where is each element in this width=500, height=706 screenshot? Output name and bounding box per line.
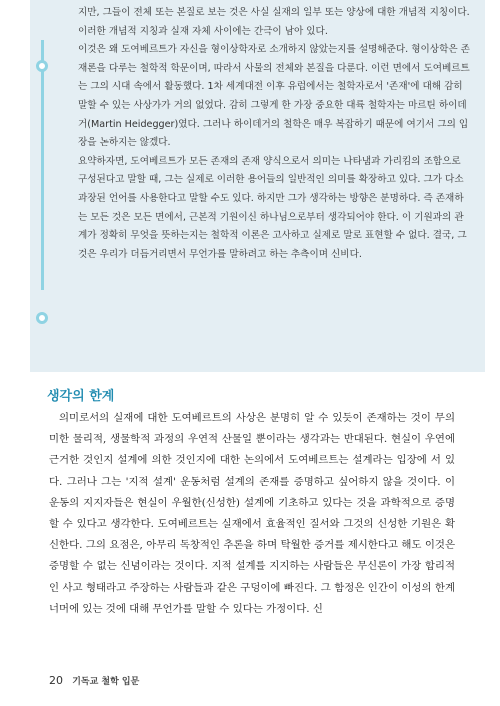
- callout-paragraph-1: 지만, 그들이 전체 또는 본질로 보는 것은 사실 실재의 일부 또는 양상에 대한 개념적 지칭이다. 이러한 개념적 지칭과 실재 자체 사이에는 간극이 남아 있다.: [78, 7, 470, 37]
- callout-rail-line: [41, 40, 44, 290]
- callout-bottom-circle-icon: [36, 312, 48, 324]
- callout-text: [78, 4, 470, 264]
- book-title: 기독교 철학 입문: [72, 677, 140, 687]
- section-title: 생각의 한계: [47, 389, 115, 404]
- callout-paragraph-2: 이것은 왜 도여베르트가 자신을 형이상학자로 소개하지 않았는지를 설명해준다. 형이상학은 존재론을 다루는 철학적 학문이며, 따라서 사물의 전체와 본질을 다룬다. 이런 면에서 도여베르트는 그의 시대 속에서 활동했다. 1차 세계대전 이후 유럽에서는 철학자로서 '존재'에 대해 감히 말할 수 있는 사상가가 거의 없었다. 감히 그렇게 한 가장 중요한 대륙 철학자는 마르틴 하이데거(Martin Heidegger)였다. 그러나 하이데거의 철학은 매우 복잡하기 때문에 여기서 그의 입장을 논하지는 않겠다.: [78, 44, 470, 149]
- callout-top-circle-icon: [36, 60, 48, 72]
- page-footer: [49, 674, 139, 687]
- callout-paragraph-3: 요약하자면, 도여베르트가 모든 존재의 존재 양식으로서 의미는 나타냄과 가리킴의 조합으로 구성된다고 말할 때, 그는 실제로 이러한 용어들의 일반적인 의미를 확장하고 있다. 그가 다소 과장된 언어를 사용한다고 말할 수도 있다. 하지만 그가 생각하는 방향은 분명하다. 즉 존재하는 모든 것은 모든 면에서, 근본적 기원이신 하나님으로부터 생각되어야 한다. 이 기원과의 관계가 정확히 무엇을 뜻하는지는 철학적 이론은 고사하고 실제로 말로 표현할 수 없다. 결국, 그것은 우리가 더듬거리면서 무언가를 말하려고 하는 추측이며 신비다.: [78, 155, 467, 260]
- section-body: [49, 408, 455, 620]
- section-paragraph-1: 의미로서의 실재에 대한 도여베르트의 사상은 분명히 알 수 있듯이 존재하는 것이 무의미한 물리적, 생물학적 과정의 우연적 산물일 뿐이라는 생각과는 반대된다. 현실이 우연에 근거한 것인지 설계에 의한 것인지에 대한 논의에서 도여베르트는 설계라는 입장에 서 있다. 그러나 그는 '지적 설계' 운동처럼 설계의 존재를 증명하고 싶어하지 않을 것이다. 이 운동의 지지자들은 현실이 우월한(신성한) 설계에 기초하고 있다는 것을 과학적으로 증명할 수 있다고 생각한다. 도여베르트는 실재에서 효율적인 질서와 그것의 신성한 기원은 확신한다. 그의 요점은, 아무리 독창적인 추론을 하며 탁월한 증거를 제시한다고 해도 이것은 증명할 수 없는 신념이라는 것이다. 지적 설계를 지지하는 사람들은 무신론이 가장 합리적인 사고 형태라고 주장하는 사람들과 같은 구덩이에 빠진다. 그 함정은 인간이 이성의 한계 너머에 있는 것에 대해 무언가를 말할 수 있다는 가정이다. 신: [49, 412, 455, 615]
- page-number: 20: [49, 674, 63, 687]
